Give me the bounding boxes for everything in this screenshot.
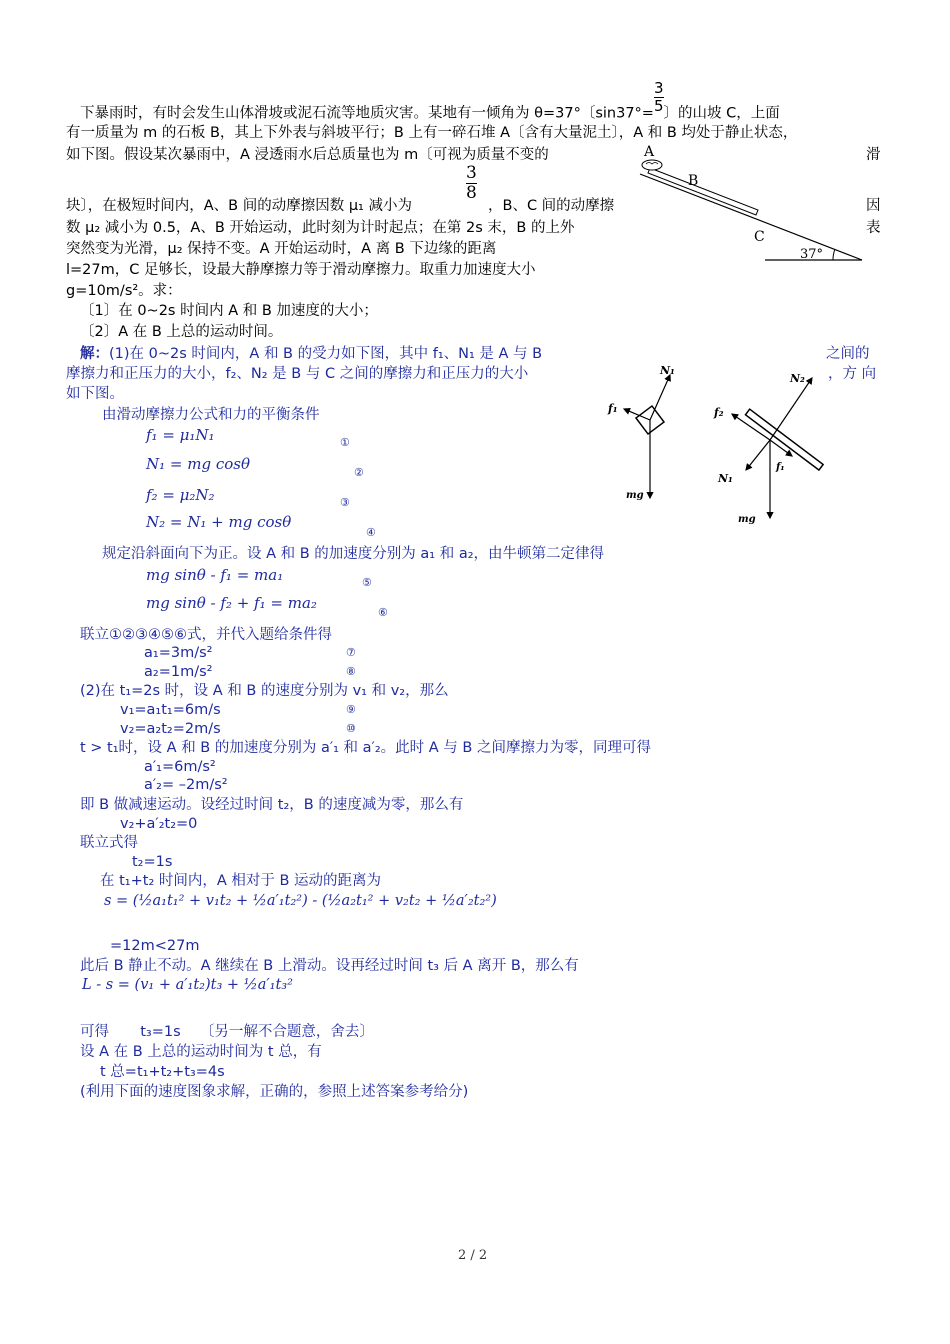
result-a2: a₂=1m/s² bbox=[144, 664, 213, 680]
t3-label: 可得 bbox=[80, 1024, 109, 1040]
equation-6: mg sinθ - f₂ + f₁ = ma₂ bbox=[146, 594, 317, 612]
solution-heading: 解： bbox=[80, 346, 109, 362]
circle-num-3: ③ bbox=[340, 496, 350, 509]
problem-line-4-b: ，B、C 间的动摩擦 bbox=[488, 198, 615, 214]
circle-num-4: ④ bbox=[366, 526, 376, 539]
slope-figure bbox=[630, 138, 870, 268]
problem-line-5-end: 表 bbox=[866, 220, 881, 236]
equation-length: L - s = (v₁ + a′₁t₂)t₃ + ½a′₁t₃² bbox=[82, 977, 293, 993]
arrow-n1 bbox=[650, 375, 670, 420]
circle-num-2: ② bbox=[354, 466, 364, 479]
equation-distance: s = (½a₁t₁² + v₁t₂ + ½a′₁t₂²) - (½a₂t₁² + v₂t₂ + ½a′₂t₂²) bbox=[104, 893, 497, 909]
label-f2: f₂ bbox=[714, 406, 724, 419]
problem-line-3: 如下图。假设某次暴雨中，A 浸透雨水后总质量也为 m〔可视为质量不变的 bbox=[66, 147, 549, 163]
fraction-mu bbox=[466, 164, 477, 203]
problem-line-5: 数 μ₂ 减小为 0.5，A、B 开始运动，此时刻为计时起点；在第 2s 末，B 的上外 bbox=[66, 220, 575, 236]
label-a: A bbox=[644, 144, 655, 160]
label-n2: N₂ bbox=[790, 372, 805, 385]
circle-num-1: ① bbox=[340, 436, 350, 449]
problem-line-2: 有一质量为 m 的石板 B，其上下外表与斜坡平行；B 上有一碎石堆 A〔含有大量泥土〕，A 和 B 均处于静止状态， bbox=[66, 125, 798, 141]
circle-num-9: ⑨ bbox=[346, 703, 356, 716]
solution-line-12: 此后 B 静止不动。A 继续在 B 上滑动。设再经过时间 t₃ 后 A 离开 B，那么有 bbox=[80, 958, 579, 974]
label-f1-a: f₁ bbox=[608, 402, 618, 415]
label-n1-a: N₁ bbox=[660, 364, 675, 377]
solution-line-10: 联立式得 bbox=[80, 835, 138, 851]
distance-value: =12m<27m bbox=[110, 938, 200, 954]
solution-line-8: t > t₁时，设 A 和 B 的加速度分别为 a′₁ 和 a′₂。此时 A 与 B 之间摩擦力为零，同理可得 bbox=[80, 740, 651, 756]
circle-num-8: ⑧ bbox=[346, 665, 356, 678]
label-f1-b: f₁ bbox=[776, 462, 785, 473]
solution-line-5: 规定沿斜面向下为正。设 A 和 B 的加速度分别为 a₁ 和 a₂，由牛顿第二定律得 bbox=[102, 546, 605, 562]
solution-line-4: 由滑动摩擦力公式和力的平衡条件 bbox=[102, 407, 320, 423]
result-v2: v₂=a₂t₂=2m/s bbox=[120, 721, 221, 737]
equation-3: f₂ = μ₂N₂ bbox=[146, 486, 215, 504]
solution-note: (利用下面的速度图象求解，正确的，参照上述答案参考给分) bbox=[80, 1084, 469, 1100]
solution-line-13 bbox=[80, 1023, 374, 1042]
result-t3: t₃=1s bbox=[140, 1024, 181, 1040]
label-n1-b: N₁ bbox=[718, 472, 733, 485]
arrow-n1-b bbox=[746, 440, 770, 470]
solution-line-2: 摩擦力和正压力的大小，f₂、N₂ 是 B 与 C 之间的摩擦力和正压力的大小 bbox=[66, 366, 529, 382]
equation-4: N₂ = N₁ + mg cosθ bbox=[146, 513, 292, 531]
solution-line-1-text: (1)在 0~2s 时间内，A 和 B 的受力如下图，其中 f₁、N₁ 是 A 与 B bbox=[109, 346, 543, 362]
solution-line-1 bbox=[80, 345, 542, 364]
equation-5: mg sinθ - f₁ = ma₁ bbox=[146, 566, 284, 584]
problem-line-1-a: 下暴雨时，有时会发生山体滑坡或泥石流等地质灾害。某地有一倾角为 θ=37°〔sin37°= bbox=[80, 105, 654, 122]
problem-line-1-b: 〕的山坡 C，上面 bbox=[663, 105, 780, 122]
result-a2-prime: a′₂= –2m/s² bbox=[144, 777, 228, 793]
label-c: C bbox=[754, 229, 765, 245]
question-2: 〔2〕A 在 B 上总的运动时间。 bbox=[80, 324, 283, 340]
result-a1: a₁=3m/s² bbox=[144, 645, 213, 661]
result-t2: t₂=1s bbox=[132, 854, 173, 870]
solution-line-2-end: ，方 向 bbox=[828, 366, 877, 382]
t3-note: 〔另一解不合题意，舍去〕 bbox=[199, 1024, 374, 1040]
force-diagram-b bbox=[713, 372, 823, 525]
equation-2: N₁ = mg cosθ bbox=[146, 455, 250, 473]
circle-num-7: ⑦ bbox=[346, 646, 356, 659]
fraction-mu-den: 8 bbox=[466, 183, 477, 203]
result-v1: v₁=a₁t₁=6m/s bbox=[120, 702, 221, 718]
fraction-sin-num: 3 bbox=[653, 79, 664, 97]
circle-num-10: ⑩ bbox=[346, 722, 356, 735]
problem-line-8: g=10m/s²。求： bbox=[66, 283, 182, 299]
force-diagram-a bbox=[607, 364, 675, 501]
result-t-total: t 总=t₁+t₂+t₃=4s bbox=[100, 1064, 225, 1080]
angle-arc bbox=[833, 249, 835, 260]
circle-num-5: ⑤ bbox=[362, 576, 372, 589]
label-angle: 37° bbox=[800, 247, 824, 262]
problem-line-7: l=27m，C 足够长，设最大静摩擦力等于滑动摩擦力。取重力加速度大小 bbox=[66, 262, 536, 278]
solution-line-3: 如下图。 bbox=[66, 386, 124, 402]
force-diagrams bbox=[600, 360, 850, 530]
solution-line-7: (2)在 t₁=2s 时，设 A 和 B 的速度分别为 v₁ 和 v₂，那么 bbox=[80, 683, 449, 699]
problem-line-3-end: 滑 bbox=[866, 147, 881, 163]
fraction-sin-den: 5 bbox=[653, 97, 664, 115]
rock-pile-a bbox=[642, 160, 662, 170]
problem-line-6: 突然变为光滑，μ₂ 保持不变。A 开始运动时，A 离 B 下边缘的距离 bbox=[66, 241, 497, 257]
solution-line-11: 在 t₁+t₂ 时间内，A 相对于 B 运动的距离为 bbox=[100, 873, 382, 889]
problem-line-4-end: 因 bbox=[866, 198, 881, 214]
result-a1-prime: a′₁=6m/s² bbox=[144, 759, 216, 775]
question-1: 〔1〕在 0~2s 时间内 A 和 B 加速度的大小； bbox=[80, 303, 378, 319]
label-b: B bbox=[688, 173, 699, 189]
fraction-sin bbox=[654, 80, 664, 115]
slope-line bbox=[640, 174, 862, 260]
solution-line-6: 联立①②③④⑤⑥式，并代入题给条件得 bbox=[80, 627, 332, 643]
equation-1: f₁ = μ₁N₁ bbox=[146, 426, 215, 444]
solution-line-9: 即 B 做减速运动。设经过时间 t₂，B 的速度减为零，那么有 bbox=[80, 797, 464, 813]
solution-line-1-end: 之间的 bbox=[826, 346, 870, 362]
label-mg-a: mg bbox=[626, 490, 644, 501]
arrow-n2 bbox=[770, 378, 812, 440]
problem-line-4: 块〕，在极短时间内，A、B 间的动摩擦因数 μ₁ 减小为 bbox=[66, 198, 412, 214]
circle-num-6: ⑥ bbox=[378, 606, 388, 619]
label-mg-b: mg bbox=[738, 514, 756, 525]
plank-b bbox=[648, 168, 758, 215]
solution-line-14: 设 A 在 B 上总的运动时间为 t 总，有 bbox=[80, 1044, 322, 1060]
page-number: 2 / 2 bbox=[458, 1248, 488, 1263]
fraction-mu-num: 3 bbox=[466, 163, 477, 183]
equation-velocity: v₂+a′₂t₂=0 bbox=[120, 816, 198, 832]
